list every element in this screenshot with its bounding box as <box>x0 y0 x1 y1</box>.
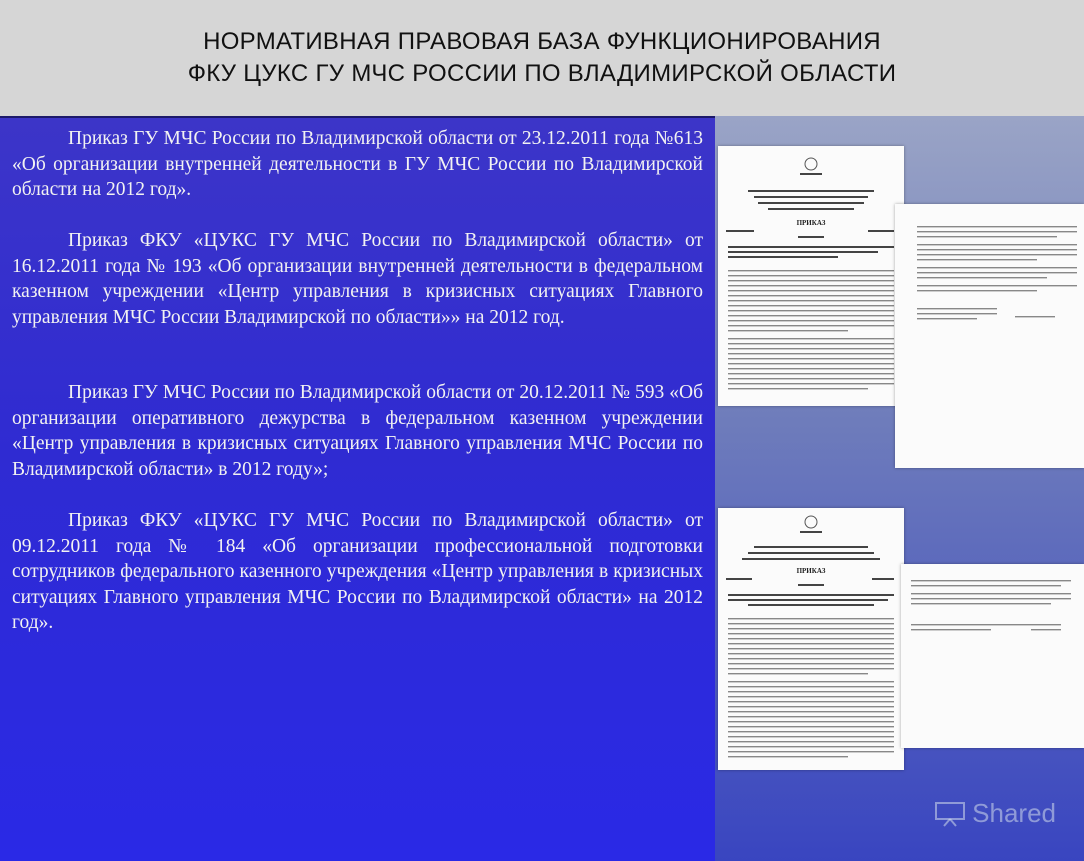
slide-title-line-1: НОРМАТИВНАЯ ПРАВОВАЯ БАЗА ФУНКЦИОНИРОВАНИЯ <box>203 28 881 55</box>
document-scan-2-page-2 <box>901 564 1084 748</box>
document-scan-2-page-1 <box>718 508 904 770</box>
paragraph-order-193: Приказ ФКУ «ЦУКС ГУ МЧС России по Владимирской области» от 16.12.2011 года № 193 «Об организации внутренней деятельности в федеральном казенном учреждении «Центр управления в кризисных ситуациях Главного управления МЧС России Владимирской по области»» на 2012 год. <box>12 230 703 328</box>
paragraph-order-184: Приказ ФКУ «ЦУКС ГУ МЧС России по Владимирской области» от 09.12.2011 года № 184 «Об организации профессиональной подготовки сотрудников федерального казенного учреждения «Центр управления в кризисных ситуациях Главного управления МЧС России по Владимирской области» на 2012 год». <box>12 510 703 634</box>
paragraph-order-613: Приказ ГУ МЧС России по Владимирской области от 23.12.2011 года №613 «Об организации внутренней деятельности в ГУ МЧС России по Владимирской области на 2012 год». <box>12 128 703 201</box>
slide-header <box>0 0 1084 116</box>
watermark <box>934 798 1056 829</box>
presentation-icon <box>934 801 966 827</box>
document-1-page-1-image <box>718 146 904 406</box>
slide-title-line-2: ФКУ ЦУКС ГУ МЧС РОССИИ ПО ВЛАДИМИРСКОЙ ОБЛАСТИ <box>187 60 897 87</box>
content-panel <box>0 116 715 861</box>
documents-panel <box>715 116 1084 861</box>
document-2-page-1-image <box>718 508 904 770</box>
document-2-heading: ПРИКАЗ <box>796 567 826 575</box>
document-scan-1-page-1 <box>718 146 904 406</box>
document-1-page-2-image <box>895 204 1084 468</box>
paragraph-order-593: Приказ ГУ МЧС России по Владимирской области от 20.12.2011 № 593 «Об организации оперативного дежурства в федеральном казенном учреждении «Центр управления в кризисных ситуациях Главного управления МЧС России по Владимирской области» в 2012 году»; <box>12 382 703 480</box>
document-1-heading: ПРИКАЗ <box>796 219 826 227</box>
document-scan-1-page-2 <box>895 204 1084 468</box>
document-2-page-2-image <box>901 564 1084 748</box>
watermark-text: Shared <box>972 798 1056 828</box>
